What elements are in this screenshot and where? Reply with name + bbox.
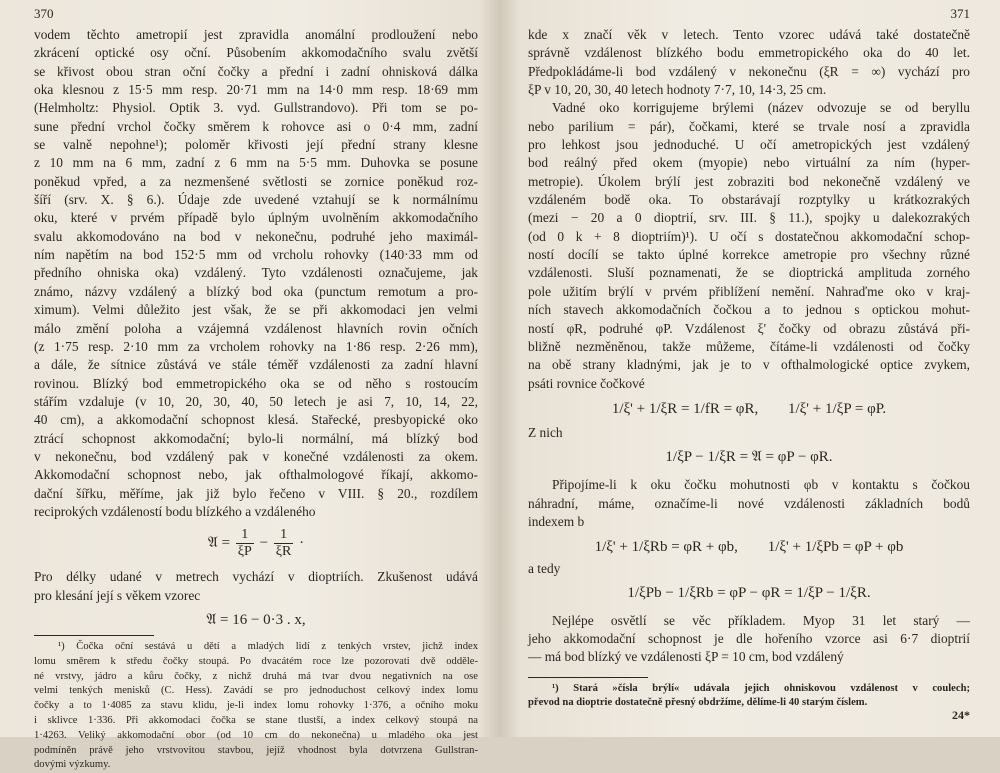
footnote-rule-left xyxy=(34,635,154,636)
text-line: (od 0 k + 8 dioptriím)¹). U očí s dostatečnou akkomodační schop- xyxy=(528,228,970,244)
text-line: ností docílí se takto úplné korrekce ametropie pro všechny různé xyxy=(528,247,970,263)
right-paragraph-3 xyxy=(528,476,970,531)
text-line: 40 cm), a akkomodační schopnost klesá. Stařecké, presbyopické oko xyxy=(34,412,478,428)
text-line: Připojíme-li k oku čočku mohutnosti φb v kontaktu s čočkou xyxy=(552,477,970,493)
right-paragraph-4 xyxy=(528,612,970,667)
formula-age: 𝔄 = 16 − 0·3 . x, xyxy=(206,611,306,628)
text-line: známo, názvy vzdálený a blízký bod oka (punctum remotum a pro- xyxy=(34,283,478,299)
formula-lens-far-b: 1/ξ' + 1/ξRb = φR + φb, xyxy=(594,539,738,556)
text-line: ¹) Čočka oční sestává u dětí a mladých lidí z tenkých vrstev, jichž index xyxy=(58,640,478,652)
text-line: Vadné oko korrigujeme brýlemi (název odvozuje se od beryllu xyxy=(552,100,970,116)
left-paragraph-2 xyxy=(34,568,478,605)
text-line: oka klesnou z 15·5 mm resp. 20·71 mm na 14·0 mm resp. 18·69 mm xyxy=(34,82,478,98)
text-line: ximum). Velmi důležito jest však, že se při akkomodaci jen velmi xyxy=(34,302,478,318)
text-line: psáti rovnice čočkové xyxy=(528,375,645,391)
text-line: se křivost obou stran oční čočky a přední i zadní ohnisková dálka xyxy=(34,63,478,79)
text-line: reciprokých vzdáleností bodu blízkého a vzdáleného xyxy=(34,503,316,519)
left-page xyxy=(0,0,500,771)
text-line: (z 1·75 resp. 2·10 mm za vrcholem rohovky na 1·86 resp. 2·26 mm), xyxy=(34,338,478,354)
text-z-nich: Z nich xyxy=(528,424,563,440)
fraction-denominator: ξR xyxy=(275,544,292,560)
text-line: Pro délky udané v metrech vychází v dioptriích. Zkušenost udává xyxy=(34,569,478,585)
text-line: lomu směrem k středu čočky stoupá. Po dvacátém roce lze pozorovati dvě odděle- xyxy=(34,655,478,667)
text-line: stářím vzdaluje (v 10, 20, 30, 40, 50 letech je asi 7, 10, 14, 22, xyxy=(34,393,478,409)
formula-difference: 1/ξP − 1/ξR = 𝔄 = φP − φR. xyxy=(665,449,833,466)
text-line: šíří (srv. X. § 6.). Údaje zde uvedené vztahují se k normálnímu xyxy=(34,192,478,208)
text-line: (mezi − 20 a 0 dioptrií, srv. III. § 11.), spojky u dalekozrakých xyxy=(528,210,970,226)
formula-lens-near-b: 1/ξ' + 1/ξPb = φP + φb xyxy=(767,539,904,556)
text-line: se valně nepohne¹); poloměr křivosti její přední strany klesne xyxy=(34,137,478,153)
text-line: bod reálný před okem (myopie) nebo virtuální za ním (hyper- xyxy=(528,155,970,171)
text-line: zkrácení optické osy oční. Působením akkomodačního svalu zvětší xyxy=(34,45,478,61)
text-line: ¹) Stará »čísla brýlí« udávala jejich ohniskovou vzdálenost v coulech; xyxy=(552,682,970,694)
text-line: ξP v 10, 20, 30, 40 letech hodnoty 7·7, 10, 14·3, 25 cm. xyxy=(528,82,827,98)
footnote-left xyxy=(34,640,478,773)
footnote-rule-right xyxy=(528,677,648,678)
text-line: bližně nezměněnou, takže můžeme, čítáme-li vzdálenosti od čočky xyxy=(528,338,970,354)
text-line: i sklivce 1·336. Při akkomodaci čočka se stane tlustší, a index celkový stoupá na xyxy=(34,714,478,726)
formula-operator: − xyxy=(259,535,269,552)
page-number-left: 370 xyxy=(34,6,54,21)
text-line: rovinou. Blízký bod emmetropického oka se od něho s rostoucím xyxy=(34,375,478,391)
fraction-numerator: 1 xyxy=(236,527,254,544)
text-line: v nekonečnu, bod vzdálený pak v konečné vzdálenosti za okem. xyxy=(34,448,478,464)
text-line: velmi tenkých menisků (C. Hess). Zavádí se pro jednoduchost celkový index lomu xyxy=(34,685,478,697)
text-line: čočky a to 1·4085 za stavu klidu, je-li index lomu rohovky 1·376, a očního moku xyxy=(34,700,478,712)
text-line: vzdálenosti. Sluší poznamenati, že se dioptrická amplituda zorného xyxy=(528,265,970,281)
formula-lens-near: 1/ξ' + 1/ξP = φP. xyxy=(787,400,887,417)
text-line: podmíněn právě jeho vrstvovitou stavbou, jejíž vhodnost byla dotvrzena Gullstran- xyxy=(34,744,478,756)
signature-mark: 24* xyxy=(952,708,970,722)
text-line: pro lehkost jsou jednoduché. U očí ametropických jest vzdálený xyxy=(528,137,970,153)
text-line: málo změní poloha a vzájemná vzdálenost hlavních rovin očních xyxy=(34,320,478,336)
right-page xyxy=(500,0,1000,737)
text-line: dovými výzkumy. xyxy=(34,759,111,771)
text-line: na obě strany kladnými, jak je to v ofthalmologické optice zvykem, xyxy=(528,357,970,373)
text-line: ním napětím na bod 152·5 mm od vrcholu rohovky (140·33 mm od xyxy=(34,247,478,263)
right-paragraph-2 xyxy=(528,99,970,393)
text-line: pole užitím brýlí v prvém přiblížení nemění. Nahraďme oko v kraj- xyxy=(528,283,970,299)
text-a-tedy: a tedy xyxy=(528,561,561,577)
formula-lens-pair-1 xyxy=(528,401,970,418)
text-line: správně vzdálenost blízkého bodu emmetropického oka do 40 let. xyxy=(528,45,970,61)
formula-tail: · xyxy=(299,535,305,552)
text-line: ností φR, podruhé φP. Vzdálenost ξ' čočky od obrazu zůstává při- xyxy=(528,320,970,336)
text-line: převod na dioptrie dostatečně přesný obdržíme, dělíme-li 40 starým číslem. xyxy=(528,697,868,709)
text-line: indexem b xyxy=(528,513,585,529)
text-line: kde x značí věk v letech. Tento vzorec udává také dostatečně xyxy=(528,27,970,42)
footnote-right xyxy=(528,682,970,712)
text-line: dační šířku, měříme, jak již bylo řečeno v VIII. § 20., rozdílem xyxy=(34,485,478,501)
text-line: Předpokládáme-li bod vzdálený v nekonečnu (ξR = ∞) vychází pro xyxy=(528,63,970,79)
text-line: (Helmholtz: Physiol. Optik 3. vyd. Gullstrandovo). Při tom se po- xyxy=(34,100,478,116)
text-line: svalu akkomodováno na bod v nekonečnu, podruhé jeho maximál- xyxy=(34,228,478,244)
text-line: vodem těchto ametropií jest zpravidla anomální prodloužení nebo xyxy=(34,27,478,42)
right-paragraph-1 xyxy=(528,26,970,99)
text-line: poněkud vpřed, a za nezmenšené světlosti se zornice poněkud roz- xyxy=(34,173,478,189)
formula-lens-pair-2 xyxy=(528,539,970,556)
text-line: metropie). Úkolem brýlí jest zobraziti bod nekonečně vzdálený ve xyxy=(528,173,970,189)
text-line: pro klesání její s věkem vzorec xyxy=(34,587,201,603)
text-line: oku, které v prvém případě bylo úplným uvolněním akkomodačního xyxy=(34,210,478,226)
text-line: předního ohniska oka) vzdálený. Tyto vzdálenosti označujeme, jak xyxy=(34,265,478,281)
left-paragraph-1 xyxy=(34,26,478,521)
text-line: — má bod blízký ve vzdálenosti ξP = 10 cm, bod vzdálený xyxy=(528,649,844,665)
text-line: ztrácí schopnost akkomodační; bylo-li normální, má blízký bod xyxy=(34,430,478,446)
fraction-denominator: ξP xyxy=(237,544,252,560)
formula-lens-far: 1/ξ' + 1/ξR = 1/fR = φR, xyxy=(611,400,759,417)
formula-amplitude xyxy=(34,527,478,560)
text-line: Akkomodační schopnost nebo, jak ofthalmologové říkají, akkomo- xyxy=(34,467,478,483)
text-line: vzdáleném bodě oka. To obstarávají rozptylky u krátkozrakých xyxy=(528,192,970,208)
text-line: ních stavech akkomodačních čočkou a to jednou s optickou mohut- xyxy=(528,302,970,318)
text-line: né vrstvy, jádro a kůru čočky, z nichž druhá má tvar dvou negativních na ose xyxy=(34,670,478,682)
text-line: nebo parilium = pár), čočkami, které se trvale nosí a zpravidla xyxy=(528,118,970,134)
fraction-numerator: 1 xyxy=(274,527,294,544)
text-line: náhradní, máme, označíme-li nové vzdálenosti základních bodů xyxy=(528,495,970,511)
formula-lhs: 𝔄 = xyxy=(207,535,231,552)
text-line: jeho akkomodační schopnost je dle hořeního vzorce asi 6·7 dioptrií xyxy=(528,630,970,646)
text-line: a dále, že sítnice zůstává ve stále téměř vzdálenosti za zadní hlavní xyxy=(34,357,478,373)
fraction-near xyxy=(236,527,254,560)
page-number-right: 371 xyxy=(950,6,970,21)
text-line: z 10 mm na 6 mm, zadní z 6 mm na 5·5 mm. Duhovka se posune xyxy=(34,155,478,171)
text-line: sune přední vrchol čočky směrem k rohovce asi o 0·4 mm, zadní xyxy=(34,118,478,134)
text-line: Nejlépe osvětlí se věc příkladem. Myop 31 let starý — xyxy=(552,612,970,628)
text-line: 1·4263. Veliký akkomodační obor (od 10 cm do nekonečna) u mladého oka jest xyxy=(34,729,478,741)
formula-result: 1/ξPb − 1/ξRb = φP − φR = 1/ξP − 1/ξR. xyxy=(627,584,871,601)
fraction-far xyxy=(274,527,294,560)
